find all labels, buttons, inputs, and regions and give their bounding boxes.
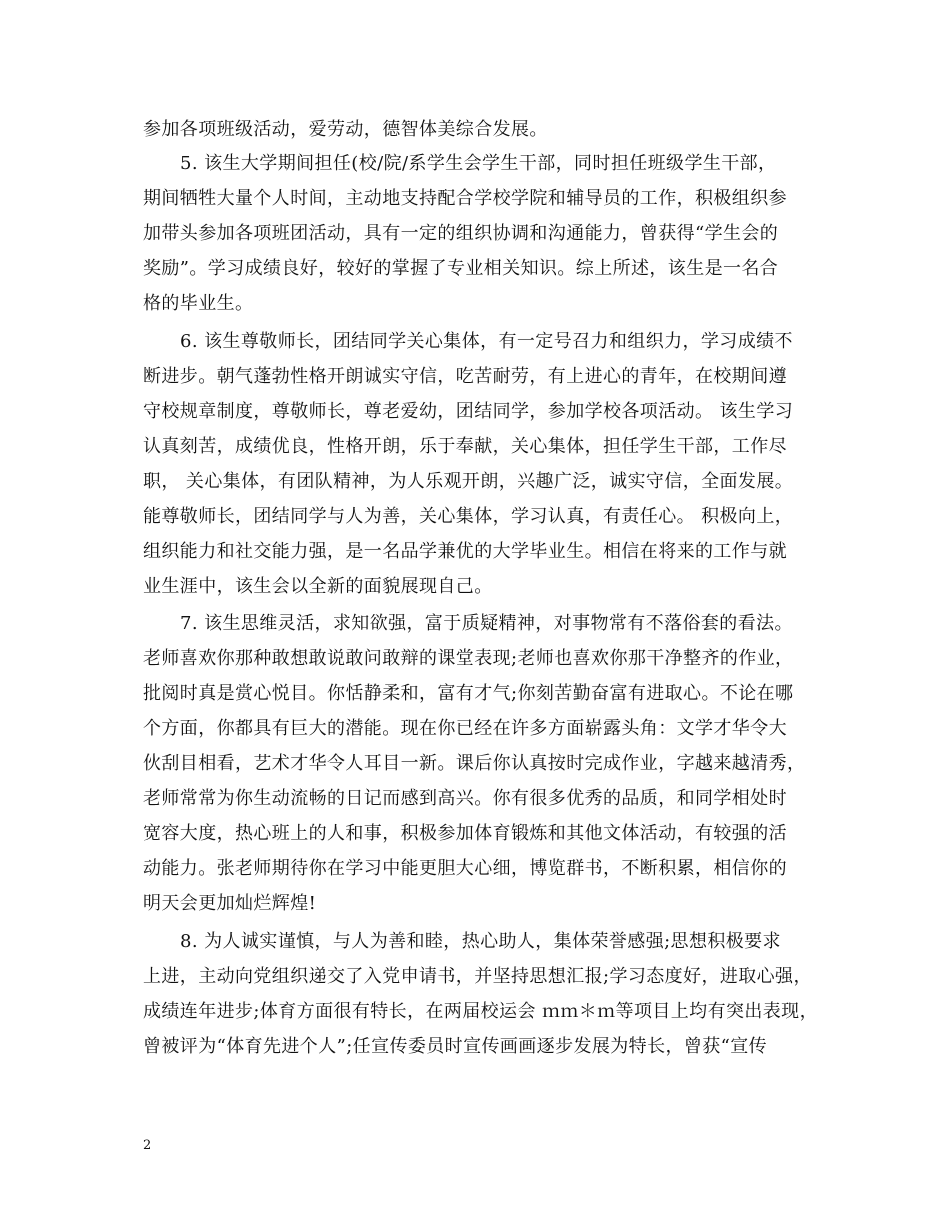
text-line: 伙刮目相看，艺术才华令人耳目一新。课后你认真按时完成作业，字越来越清秀， [143, 753, 806, 774]
text-line: 业生涯中，该生会以全新的面貌展现自己。 [143, 576, 493, 597]
text-line: 格的毕业生。 [143, 293, 254, 314]
paragraph-6-start: 6. 该生尊敬师长，团结同学关心集体，有一定号召力和组织力，学习成绩不 [180, 331, 793, 352]
paragraph-5-start: 5. 该生大学期间担任(校/院/系学生会学生干部，同时担任班级学生干部， [180, 153, 777, 174]
text-line: 上进，主动向党组织递交了入党申请书，并坚持思想汇报;学习态度好，进取心强， [143, 966, 812, 987]
text-line: 成绩连年进步;体育方面很有特长，在两届校运会 ｍｍ＊ｍ等项目上均有突出表现， [143, 1001, 818, 1022]
text-line: 老师常常为你生动流畅的日记而感到高兴。你有很多优秀的品质，和同学相处时 [143, 788, 787, 809]
text-line: 守校规章制度，尊敬师长，尊老爱幼，团结同学，参加学校各项活动。 该生学习 [143, 401, 794, 422]
text-line: 能尊敬师长，团结同学与人为善，关心集体，学习认真，有责任心。 积极向上， [143, 506, 794, 527]
text-line: 加带头参加各项班团活动，具有一定的组织协调和沟通能力，曾获得“学生会的 [143, 223, 779, 244]
text-line: 奖励”。学习成绩良好，较好的掌握了专业相关知识。综上所述，该生是一名合 [143, 258, 779, 279]
text-line: 老师喜欢你那种敢想敢说敢问敢辩的课堂表现;老师也喜欢你那干净整齐的作业， [143, 648, 794, 669]
text-line: 宽容大度，热心班上的人和事，积极参加体育锻炼和其他文体活动，有较强的活 [143, 823, 787, 844]
text-line: 期间牺牲大量个人时间，主动地支持配合学校学院和辅导员的工作，积极组织参 [143, 188, 787, 209]
text-line: 明天会更加灿烂辉煌! [143, 893, 317, 914]
page-number: 2 [143, 1138, 152, 1153]
text-line: 曾被评为“体育先进个人”;任宣传委员时宣传画画逐步发展为特长，曾获“宣传 [143, 1036, 768, 1057]
paragraph-8-start: 8. 为人诚实谨慎，与人为善和睦，热心助人，集体荣誉感强;思想积极要求 [180, 931, 781, 952]
text-line: 职， 关心集体，有团队精神，为人乐观开朗，兴趣广泛，诚实守信，全面发展。 [143, 471, 794, 492]
text-line: 组织能力和社交能力强，是一名品学兼优的大学毕业生。相信在将来的工作与就 [143, 541, 787, 562]
text-line: 断进步。朝气蓬勃性格开朗诚实守信，吃苦耐劳，有上进心的青年，在校期间遵 [143, 366, 787, 387]
paragraph-7-start: 7. 该生思维灵活，求知欲强，富于质疑精神，对事物常有不落俗套的看法。 [180, 613, 793, 634]
text-line: 批阅时真是赏心悦目。你恬静柔和，富有才气;你刻苦勤奋富有进取心。不论在哪 [143, 683, 794, 704]
text-line: 认真刻苦，成绩优良，性格开朗，乐于奉献，关心集体，担任学生干部，工作尽 [143, 436, 787, 457]
text-line: 动能力。张老师期待你在学习中能更胆大心细，博览群书，不断积累，相信你的 [143, 858, 787, 879]
text-line: 参加各项班级活动，爱劳动，德智体美综合发展。 [143, 119, 548, 140]
text-line: 个方面，你都具有巨大的潜能。现在你已经在许多方面崭露头角：文学才华令大 [143, 718, 787, 739]
